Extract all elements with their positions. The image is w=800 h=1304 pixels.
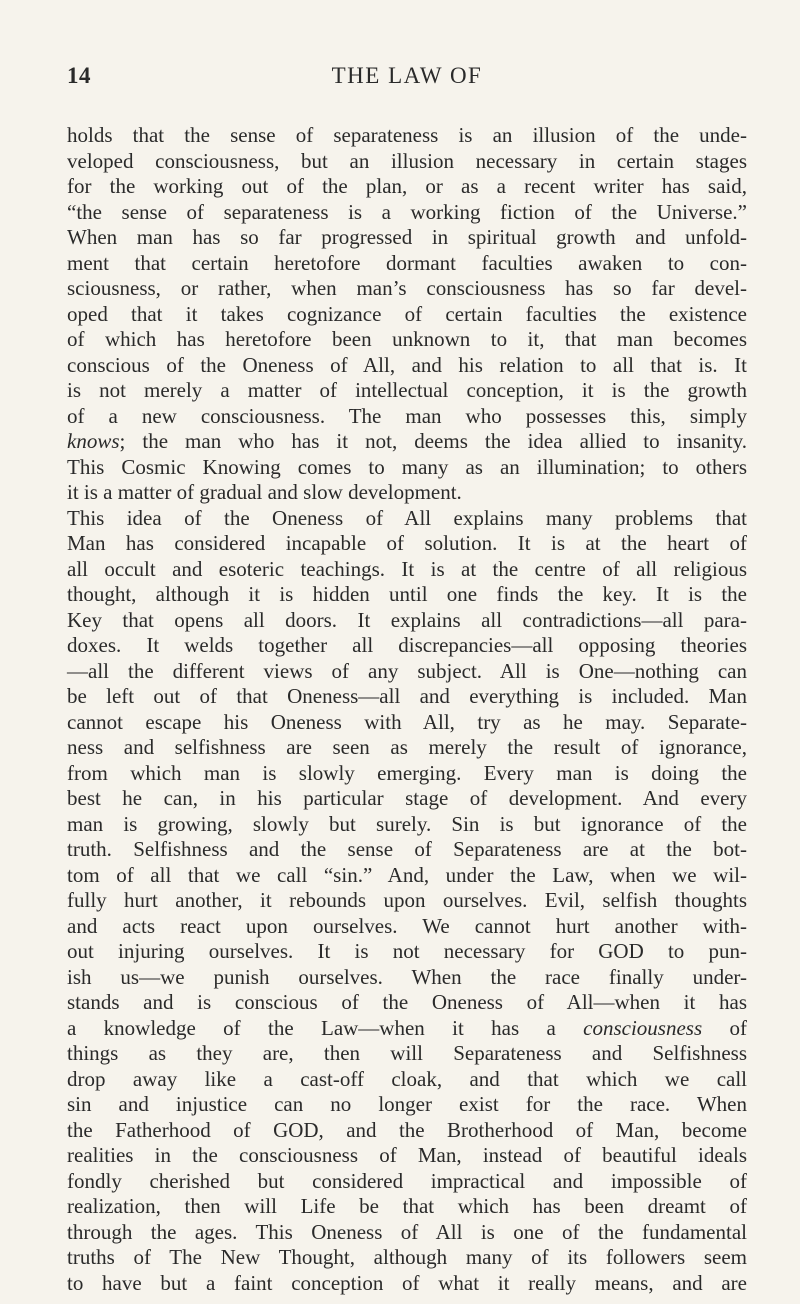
text-line: out injuring ourselves. It is not necessary for GOD to pun- bbox=[67, 939, 747, 963]
text-line: fully hurt another, it rebounds upon ourselves. Evil, selfish thoughts bbox=[67, 888, 747, 912]
text-line: Man has considered incapable of solution. It is at the heart of bbox=[67, 531, 747, 555]
text-line: and acts react upon ourselves. We cannot hurt another with- bbox=[67, 913, 747, 938]
text-line: for the working out of the plan, or as a recent writer has said, bbox=[67, 174, 747, 198]
text-line: it is a matter of gradual and slow development. bbox=[67, 480, 462, 504]
text-line: stands and is conscious of the Oneness of All—when it has bbox=[67, 990, 747, 1014]
text-line: ness and selfishness are seen as merely the result of ignorance, bbox=[67, 735, 747, 759]
text-line: of a new consciousness. The man who possesses this, simply bbox=[67, 403, 747, 428]
text-line: sin and injustice can no longer exist for the race. When bbox=[67, 1092, 747, 1116]
text-line: tom of all that we call “sin.” And, under the Law, when we wil- bbox=[67, 862, 747, 887]
text-line: be left out of that Oneness—all and everything is included. Man bbox=[67, 684, 747, 708]
text-line: through the ages. This Oneness of All is one of the fundamental bbox=[67, 1219, 747, 1244]
text-line: truths of The New Thought, although many of its followers seem bbox=[67, 1245, 747, 1269]
text-line: best he can, in his particular stage of development. And every bbox=[67, 786, 747, 810]
text-line: drop away like a cast-off cloak, and that which we call bbox=[67, 1066, 747, 1091]
text-line: When man has so far progressed in spiritual growth and unfold- bbox=[67, 225, 747, 249]
text-line: sciousness, or rather, when man’s consciousness has so far devel- bbox=[67, 276, 747, 300]
text-line: realities in the consciousness of Man, instead of beautiful ideals bbox=[67, 1143, 747, 1167]
text-line: all occult and esoteric teachings. It is at the centre of all religious bbox=[67, 556, 747, 581]
text-line: ish us—we punish ourselves. When the race finally under- bbox=[67, 964, 747, 989]
text-line: oped that it takes cognizance of certain faculties the existence bbox=[67, 301, 747, 326]
text-line: knows; the man who has it not, deems the idea allied to insanity. bbox=[67, 429, 747, 453]
text-line: conscious of the Oneness of All, and his relation to all that is. It bbox=[67, 352, 747, 377]
text-line: veloped consciousness, but an illusion necessary in certain stages bbox=[67, 148, 747, 173]
text-line: —all the different views of any subject. All is One—nothing can bbox=[67, 658, 747, 683]
text-line: fondly cherished but considered impractical and impossible of bbox=[67, 1168, 747, 1193]
text-line: ment that certain heretofore dormant faculties awaken to con- bbox=[67, 250, 747, 275]
text-line: man is growing, slowly but surely. Sin is but ignorance of the bbox=[67, 811, 747, 836]
text-line: things as they are, then will Separateness and Selfishness bbox=[67, 1041, 747, 1065]
text-line: Key that opens all doors. It explains all contradictions—all para- bbox=[67, 607, 747, 632]
page-number: 14 bbox=[67, 63, 91, 88]
text-line: of which has heretofore been unknown to it, that man becomes bbox=[67, 327, 747, 351]
text-line: realization, then will Life be that which has been dreamt of bbox=[67, 1194, 747, 1218]
text-line: truth. Selfishness and the sense of Separateness are at the bot- bbox=[67, 837, 747, 861]
page-header bbox=[67, 63, 747, 93]
text-line: is not merely a matter of intellectual conception, it is the growth bbox=[67, 378, 747, 402]
running-head: THE LAW OF bbox=[331, 63, 483, 88]
text-line: a knowledge of the Law—when it has a consciousness of bbox=[67, 1015, 747, 1040]
text-line: thought, although it is hidden until one finds the key. It is the bbox=[67, 582, 747, 606]
text-line: to have but a faint conception of what it really means, and are bbox=[67, 1270, 747, 1295]
text-line: doxes. It welds together all discrepancies—all opposing theories bbox=[67, 633, 747, 657]
text-line: the Fatherhood of GOD, and the Brotherhood of Man, become bbox=[67, 1117, 747, 1142]
text-line: This idea of the Oneness of All explains many problems that bbox=[67, 505, 747, 530]
text-line: “the sense of separateness is a working fiction of the Universe.” bbox=[67, 199, 747, 224]
body-text bbox=[67, 123, 747, 1296]
text-line: This Cosmic Knowing comes to many as an illumination; to others bbox=[67, 454, 747, 479]
text-line: holds that the sense of separateness is an illusion of the unde- bbox=[67, 123, 747, 147]
text-line: from which man is slowly emerging. Every man is doing the bbox=[67, 760, 747, 785]
text-line: cannot escape his Oneness with All, try as he may. Separate- bbox=[67, 709, 747, 734]
